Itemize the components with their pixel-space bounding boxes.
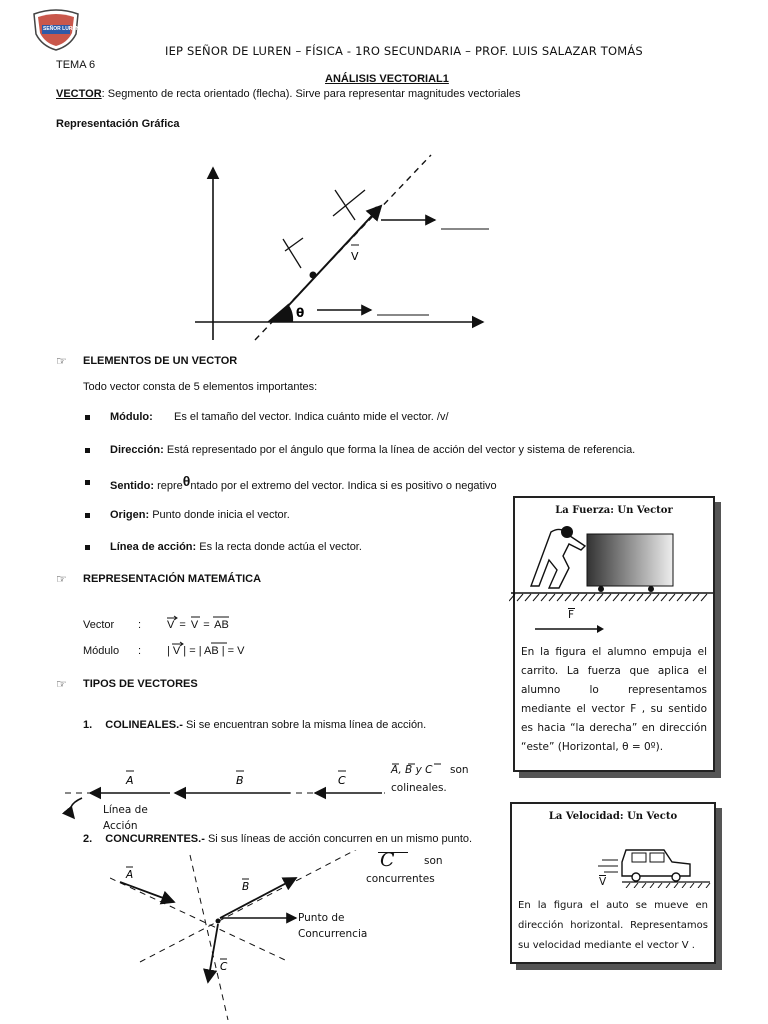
sentido-text-a: repre — [157, 480, 183, 492]
theta-label: θ — [296, 306, 305, 320]
bullet-icon — [85, 513, 90, 518]
vector-arrow — [275, 206, 381, 320]
vector-definition-text: : Segmento de recta orientado (flecha). Sirve para representar magnitudes vectoriales — [101, 88, 521, 100]
concurrentes-term: CONCURRENTES.- — [105, 833, 205, 845]
modulo-term: Módulo: — [110, 411, 153, 423]
force-arrow — [535, 624, 605, 634]
tema-label: TEMA 6 — [56, 59, 96, 71]
vector-row — [83, 619, 363, 633]
concurrentes-line — [83, 833, 472, 845]
student-figure — [531, 529, 585, 588]
c-glyph-icon: C — [380, 849, 395, 871]
tipos-heading-text: TIPOS DE VECTORES — [83, 678, 198, 690]
cart-body — [587, 534, 673, 586]
elementos-intro: Todo vector consta de 5 elementos importantes: — [83, 381, 318, 393]
fuerza-box-text: En la figura el alumno empuja el carrito. La fuerza que aplica el alumno lo representamos mediante el vector F , su sentido es hacia “la derecha” en dirección “este” (Horizontal, θ = 0º). — [521, 646, 707, 753]
modulo-row-label: Módulo — [83, 645, 120, 657]
colineales-note-bars — [391, 762, 451, 766]
modulo-row — [83, 645, 363, 659]
matematica-heading-text: REPRESENTACIÓN MATEMÁTICA — [83, 573, 262, 585]
col-label-b: B — [236, 774, 244, 787]
v-label: V — [351, 250, 359, 263]
colineales-note-b: colineales. — [391, 782, 447, 794]
conc-vector-a — [120, 882, 174, 902]
school-logo — [30, 8, 82, 52]
page-title: ANÁLISIS VECTORIAL1 — [325, 73, 449, 85]
vector-row-label: Vector — [83, 619, 115, 631]
concurrentes-num: 2. — [83, 833, 93, 845]
colineales-term: COLINEALES.- — [105, 719, 183, 731]
sentido-theta: θ — [182, 473, 191, 489]
vector-graphic-diagram — [185, 150, 495, 345]
bullet-icon — [85, 545, 90, 550]
colineales-num: 1. — [83, 719, 93, 731]
colineales-note — [391, 762, 481, 798]
direccion-term: Dirección: — [110, 444, 164, 456]
modulo-expression: | V | = | AB | = V — [167, 645, 245, 657]
curved-arrow-icon — [70, 798, 82, 818]
modulo-text: Es el tamaño del vector. Indica cuánto mide el vector. /v/ — [174, 411, 449, 423]
concurrentes-note-son: son — [424, 855, 443, 867]
vector-origin-point — [310, 272, 317, 279]
f-label: F — [568, 609, 575, 621]
vector-overbars — [165, 613, 235, 621]
conc-vector-b — [220, 878, 296, 918]
linea-accion-label-2: Acción — [103, 820, 138, 832]
fuerza-box — [513, 496, 715, 772]
colineales-note-son: son — [450, 764, 469, 776]
v-label: V — [599, 876, 607, 888]
vector-end-point — [374, 207, 381, 214]
conc-vector-c — [208, 924, 218, 982]
elementos-heading-text: ELEMENTOS DE UN VECTOR — [83, 355, 238, 367]
sentido-term: Sentido: — [110, 480, 154, 492]
car-illustration — [592, 840, 712, 888]
hand-pointer-icon: ☞ — [56, 572, 67, 586]
col-label-c: C — [338, 774, 346, 787]
bullet-icon — [85, 480, 90, 485]
colineales-text: Si se encuentran sobre la misma línea de acción. — [185, 719, 427, 731]
origen-term: Origen: — [110, 509, 150, 521]
hand-pointer-icon: ☞ — [56, 354, 67, 368]
vector-definition — [56, 88, 520, 100]
linea-accion-label-1: Línea de — [103, 804, 148, 816]
rep-grafica-heading: Representación Gráfica — [56, 118, 180, 130]
vector-term: VECTOR — [56, 88, 102, 100]
bullet-icon — [85, 415, 90, 420]
conc-label-b: B — [242, 881, 250, 893]
bullet-icon — [85, 448, 90, 453]
logo-text: SEÑOR LUREN — [43, 26, 80, 32]
origen-text: Punto donde inicia el vector. — [152, 509, 290, 521]
conc-label-c: C — [220, 961, 228, 973]
velocidad-box-text: En la figura el auto se mueve en dirección horizontal. Representamos su velocidad mediante el vector V . — [518, 900, 708, 951]
punto-concurrencia-1: Punto de — [298, 912, 345, 924]
punto-concurrencia-2: Concurrencia — [298, 928, 368, 940]
school-header-line: IEP SEÑOR DE LUREN – FÍSICA - 1RO SECUNDARIA – PROF. LUIS SALAZAR TOMÁS — [165, 44, 643, 58]
concurrentes-text: Si sus líneas de acción concurren en un mismo punto. — [207, 833, 473, 845]
angle-wedge — [267, 304, 293, 322]
direccion-text: Está representado por el ángulo que forma la línea de acción del vector y sistema de referencia. — [166, 444, 636, 456]
colineales-line — [83, 719, 426, 731]
linea-accion-text: Es la recta donde actúa el vector. — [199, 541, 362, 553]
modulo-row-colon: : — [138, 645, 142, 657]
sentido-text-b: ntado por el extremo del vector. Indica si es positivo o negativo — [190, 480, 497, 492]
vector-expression: V = V = AB — [167, 619, 229, 631]
push-cart-illustration — [509, 522, 715, 602]
col-label-a: A — [126, 774, 134, 787]
linea-accion-term: Línea de acción: — [110, 541, 197, 553]
conc-label-a: A — [126, 869, 134, 881]
fuerza-box-title: La Fuerza: Un Vector — [555, 505, 673, 516]
concurrentes-note-b: concurrentes — [366, 873, 435, 885]
velocidad-box-title: La Velocidad: Un Vecto — [548, 811, 678, 822]
concurrence-point — [216, 919, 221, 924]
modulo-overbars — [165, 639, 255, 647]
velocidad-box — [510, 802, 716, 964]
hand-pointer-icon: ☞ — [56, 677, 67, 691]
vector-row-colon: : — [138, 619, 142, 631]
colineales-note-a: A, B y C — [391, 764, 433, 776]
